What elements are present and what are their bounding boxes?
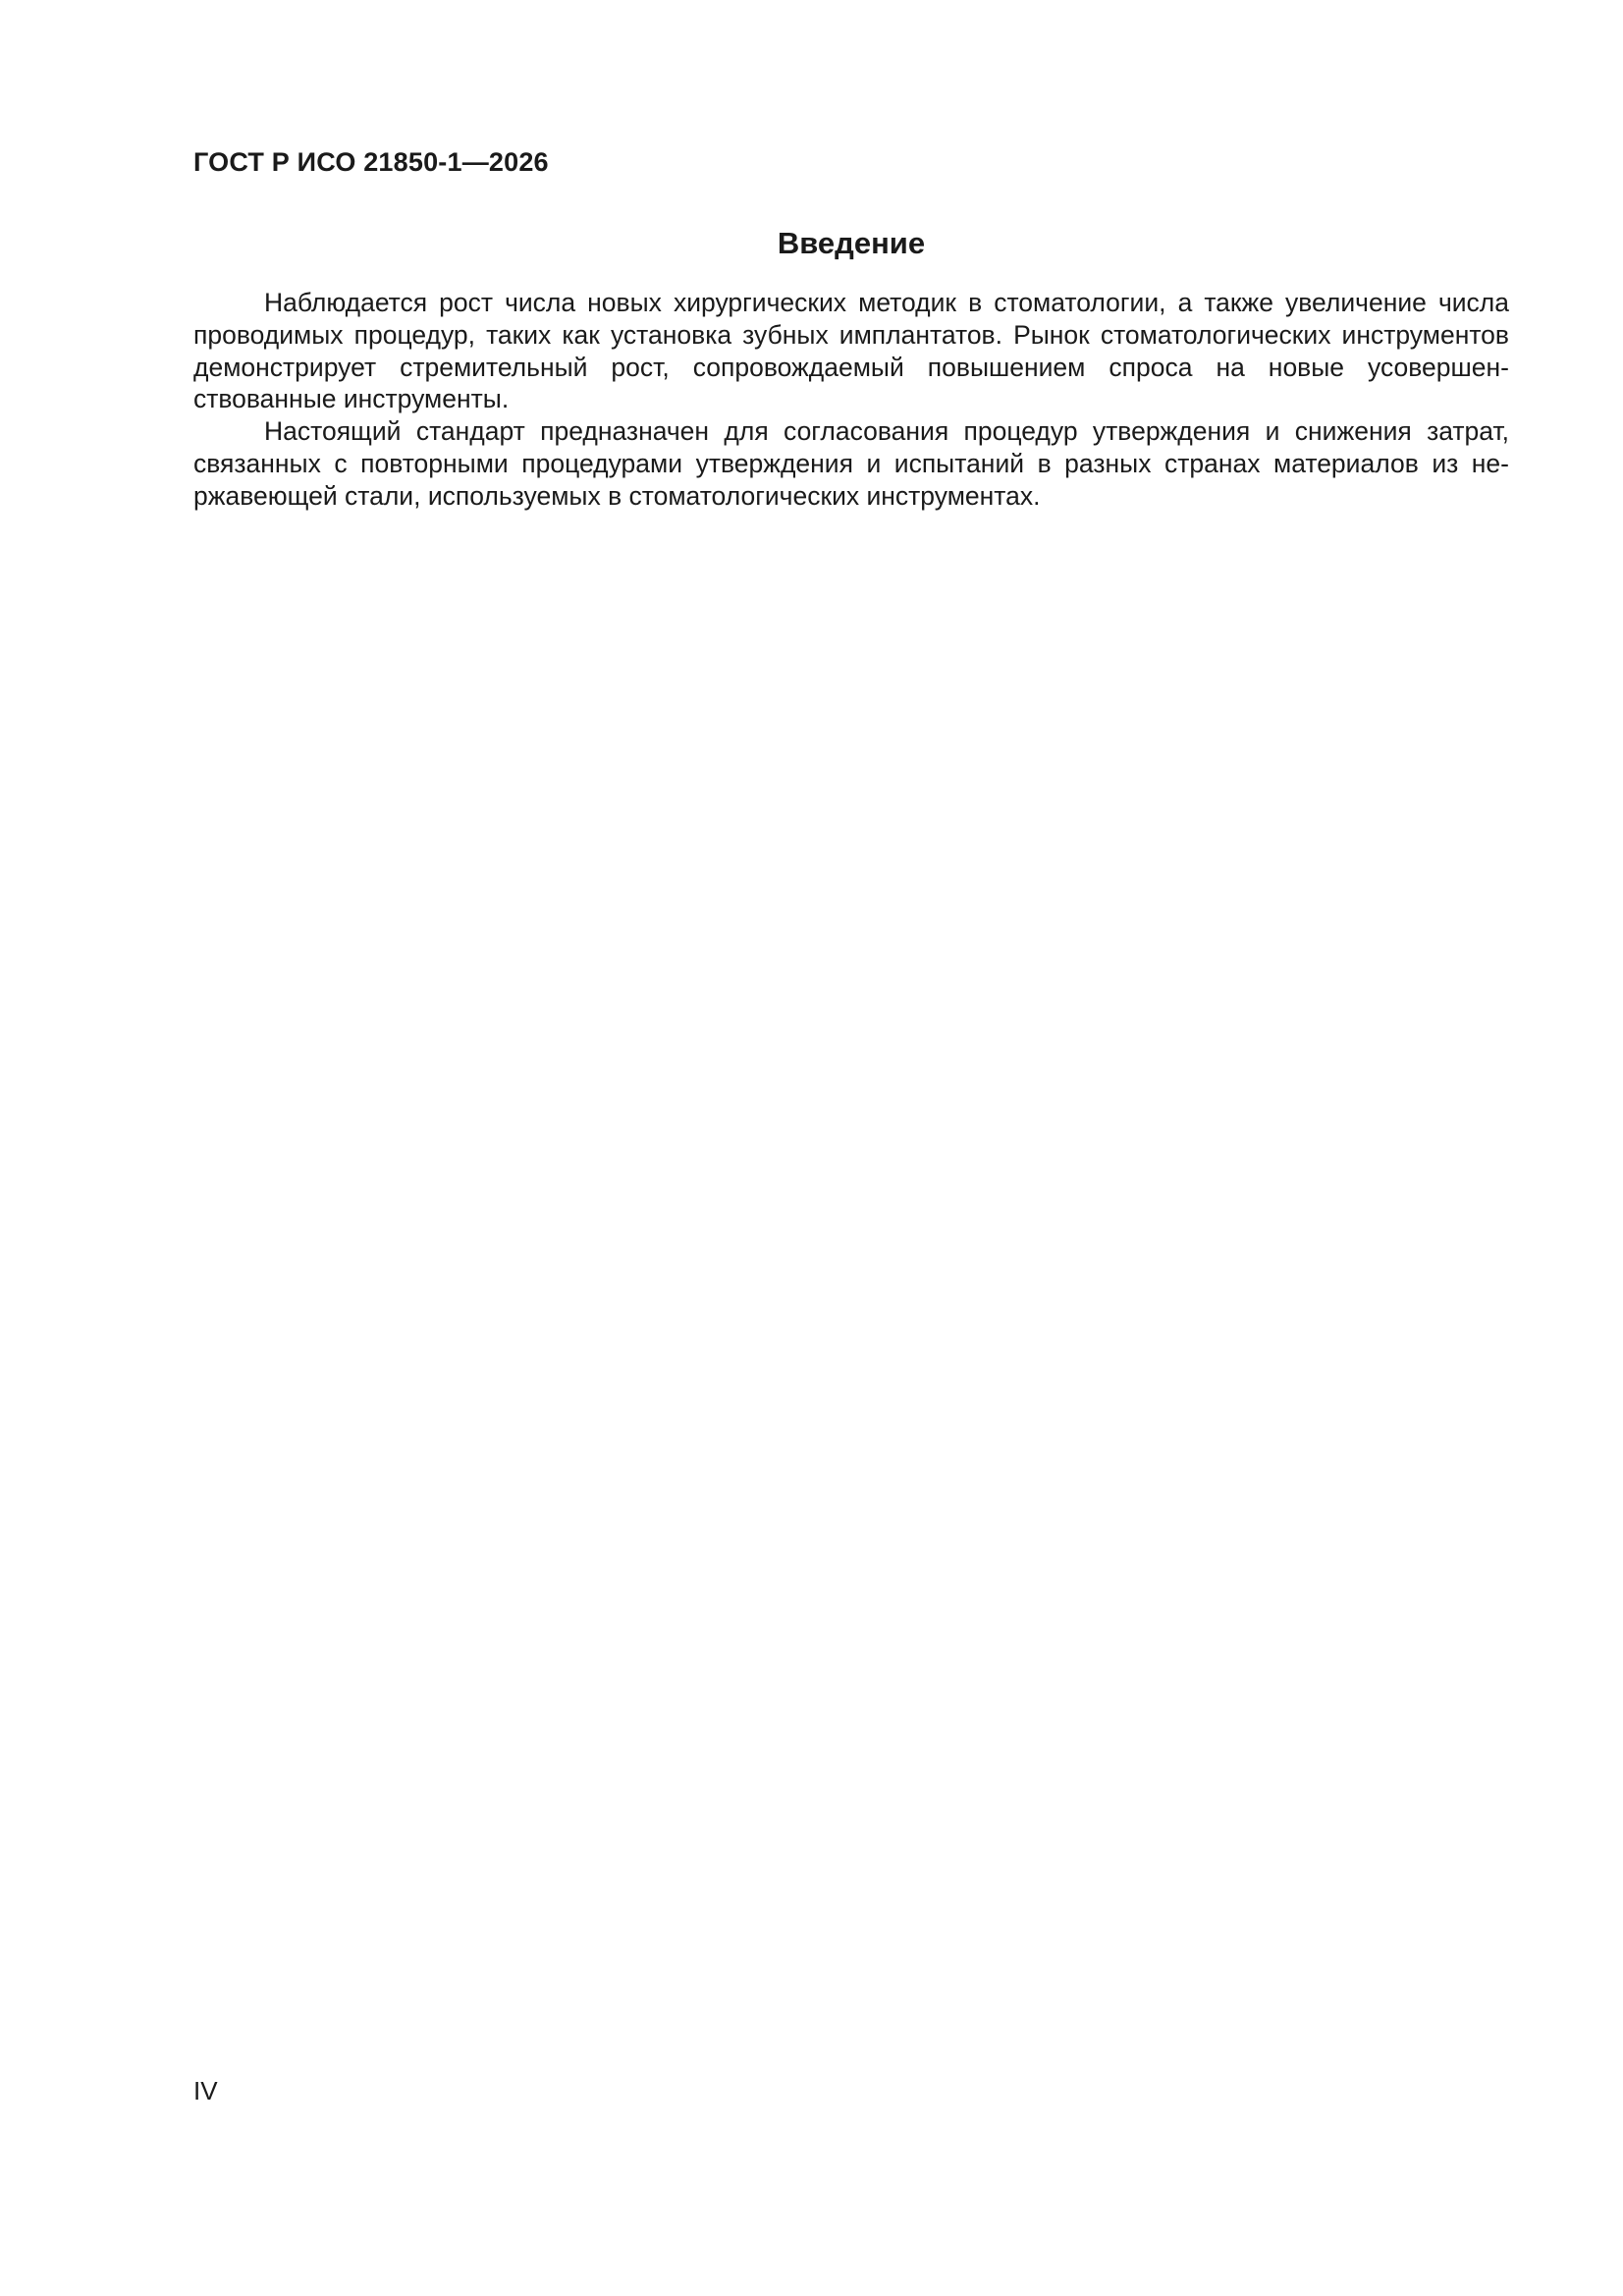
page-number: IV <box>193 2076 218 2105</box>
paragraph-2: Настоящий стандарт предназначен для согласования процедур утверждения и снижения затрат, связанных с повторными процедурами утверждения и испытаний в разных странах материалов из нержавеющей стали, используемых в стоматологических инструментах. <box>193 416 1509 511</box>
section-title: Введение <box>777 226 926 260</box>
document-code-header: ГОСТ Р ИСО 21850-1—2026 <box>193 147 549 177</box>
paragraph-1: Наблюдается рост числа новых хирургических методик в стоматологии, а также увеличение числа проводимых процедур, таких как установка зубных имплантатов. Рынок стоматологических инструментов демонстрирует стремительный рост, сопровождаемый повышением спроса на новые усовершенствованные инструменты. <box>193 288 1509 414</box>
introduction-body <box>193 287 1509 513</box>
